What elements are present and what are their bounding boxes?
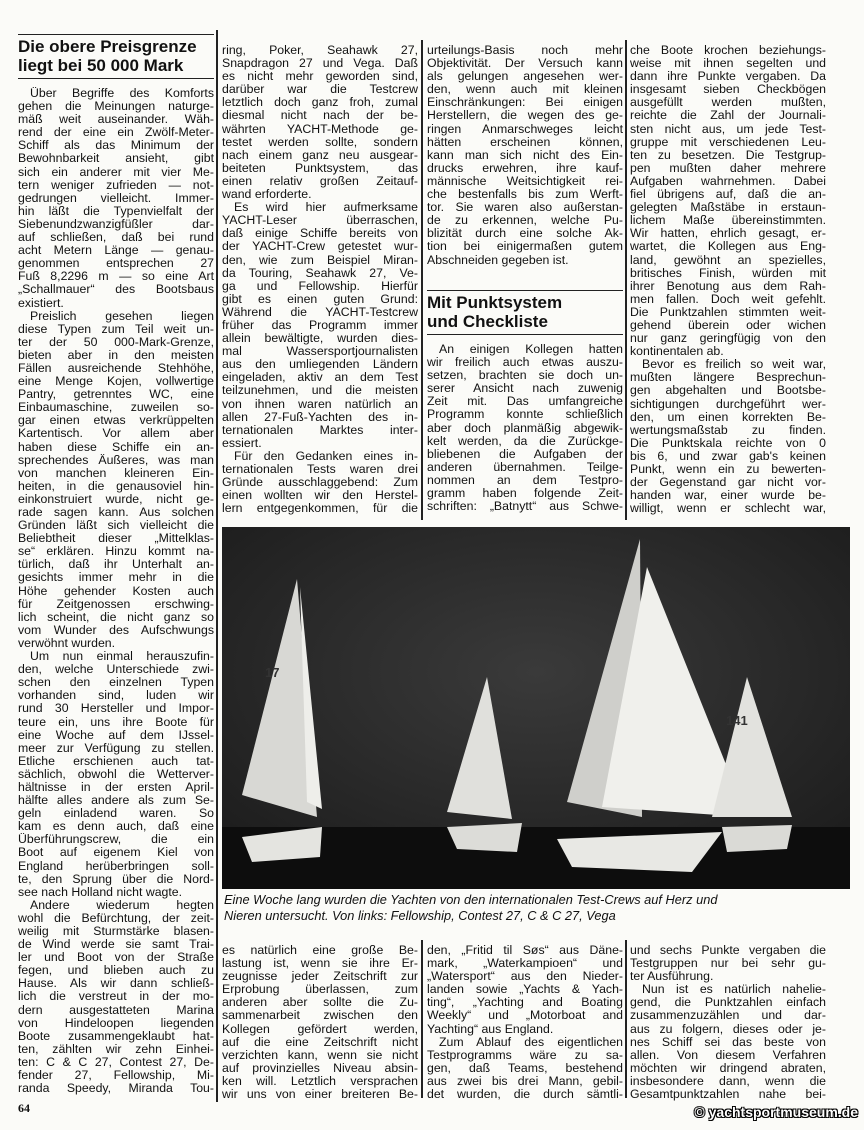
text-line: Über Begriffe des Komforts <box>30 87 214 100</box>
text-line: sten nicht aus, um jede Test- <box>630 122 826 136</box>
text-line: men fallen. Doch weit gefehlt. <box>630 292 826 306</box>
text-line: schriften: „Batnytt“ aus Schwe- <box>427 500 623 514</box>
text-line: sächlich, obwohl die Wetterver- <box>18 767 214 781</box>
text-line: ken will. Letztlich versprachen <box>222 1074 418 1088</box>
column-rule <box>216 30 218 1102</box>
paragraph <box>222 201 418 450</box>
text-line: Pantry, getrenntes WC, eine <box>18 388 214 402</box>
text-line: Einschränkungen: Bei einigen <box>427 96 623 110</box>
paragraph <box>222 450 418 515</box>
text-line: währten YACHT-Methode ge- <box>222 122 418 136</box>
article-column-2 <box>222 44 418 515</box>
heading-line: und Checkliste <box>427 312 548 331</box>
text-line: de Wind werde sie samt Trai- <box>18 938 214 952</box>
text-line: lern entgegenkommen, für die <box>222 502 418 516</box>
heading-line: Die obere Preisgrenze <box>18 37 197 56</box>
text-line: diesmal nicht nach der be- <box>222 109 418 123</box>
text-line: lastung ist, wenn sie ihre Er- <box>222 957 418 971</box>
text-line: Programm konnte schließlich <box>427 408 623 422</box>
text-line: den, wie zum Beispiel Miran- <box>222 253 418 267</box>
text-line: haben diese Schiffe ein an- <box>18 440 214 454</box>
text-line: gramm haben folgende Zeit- <box>427 487 623 501</box>
text-line: ausgefüllt werden mußten, <box>630 96 826 110</box>
text-line: gehend überein oder wichen <box>630 318 826 332</box>
text-line: von ihnen waren natürlich an <box>222 397 418 411</box>
text-line: eine Menge Kojen, vollwertige <box>18 375 214 389</box>
text-line: eine Woche auf dem IJssel- <box>18 728 214 742</box>
text-line: Nun ist es natürlich nahelie- <box>642 983 826 997</box>
text-line: Höhe gehender Kosten auch <box>18 584 214 598</box>
text-line: ternationalen Marktes inter- <box>222 423 418 437</box>
text-line: see nach Holland nicht wagte. <box>18 885 183 899</box>
caption-line: Eine Woche lang wurden die Yachten von den internationalen Test-Crews auf Herz und <box>224 892 718 907</box>
text-line: den, „Fritid til Søs“ aus Däne- <box>427 944 623 957</box>
text-line: gar einen etwas verkrüppelten <box>18 414 214 428</box>
text-line: aus den umliegenden Ländern <box>222 358 418 372</box>
text-line: schen den einzelnen Typen <box>18 676 214 690</box>
text-line: insbesondere dann, wenn die <box>630 1074 826 1088</box>
section-heading <box>427 290 623 335</box>
text-line: aber doch planmäßig abgewik- <box>427 421 623 435</box>
text-line: rund 30 Hersteller und Impor- <box>18 702 214 716</box>
text-line: weise mit ihnen segelten und <box>630 57 826 71</box>
text-line: randa Speedy, Miranda Tou- <box>18 1082 214 1096</box>
text-line: Hause. Als wir dann schließ- <box>18 977 214 991</box>
text-line: rade sagen kann. Aus solchen <box>18 506 214 519</box>
text-line: Kollegen gefördert werden, <box>222 1022 418 1036</box>
text-line: Snapdragon 27 und Vega. Daß <box>222 57 418 71</box>
text-line: ihrer Benotung aus dem Rah- <box>630 279 826 293</box>
text-line: tern weniger zufrieden — not- <box>18 178 214 192</box>
text-line: da Touring, Seahawk 27, Ve- <box>222 266 418 280</box>
article-column-3-bottom <box>427 944 623 1101</box>
text-line: Boot auf eigenem Kiel von <box>18 846 214 860</box>
text-line: den, welche Unterschiede zwi- <box>18 663 214 677</box>
text-line: willigt, wenn er schlecht war, <box>630 502 826 516</box>
text-line: An einigen Kollegen hatten <box>439 343 623 356</box>
text-line: Testprogramms wäre zu sa- <box>427 1048 623 1062</box>
heading-line: liegt bei 50 000 Mark <box>18 56 184 75</box>
text-line: ten, zählten wir zehn Einhei- <box>18 1042 214 1056</box>
text-line: bis 6, und zwar gab's keinen <box>630 449 826 463</box>
text-line: England herüberbringen soll- <box>18 859 214 873</box>
text-line: gehen die Meinungen naturge- <box>18 100 214 114</box>
text-line: anderen aber sollte die Zu- <box>222 996 418 1010</box>
text-line: Einbaumaschine, zuweilen so- <box>18 401 214 415</box>
text-line: vorhanden sind, luden wir <box>18 689 214 703</box>
text-line: es natürlich eine große Be- <box>222 944 418 957</box>
text-line: insgesamt sieben Checkbögen <box>630 83 826 97</box>
text-line: ternationalen Tests waren drei <box>222 463 418 476</box>
text-line: ringen Anmarschweges leicht <box>427 122 623 136</box>
text-line: allen. Von diesem Verfahren <box>630 1048 826 1062</box>
text-line: früher das Programm immer <box>222 318 418 332</box>
text-line: che Boote krochen beziehungs- <box>630 44 826 57</box>
text-line: Fuß 8,2296 m — so eine Art <box>18 270 214 284</box>
text-line: „Watersport“ aus den Nieder- <box>427 970 623 984</box>
text-line: hältnisse in der ersten April- <box>18 780 214 794</box>
text-line: Abschneiden gegeben ist. <box>427 253 569 267</box>
text-line: ting“, „Yachting and Boating <box>427 996 623 1010</box>
text-line: Während die YACHT-Testcrew <box>222 305 418 319</box>
text-line: es nicht mehr geworden sind, <box>222 70 418 84</box>
text-line: ga und Fellowship. Hierfür <box>222 279 418 293</box>
text-line: Für den Gedanken eines in- <box>234 449 418 463</box>
paragraph <box>222 944 418 1101</box>
text-line: Andere wiederum hegten <box>30 898 214 912</box>
text-line: che bestenfalls bis zum Werft- <box>427 188 623 202</box>
text-line: ter Ausführung. <box>630 970 714 984</box>
text-line: Boote zusammengeklaubt hat- <box>18 1029 214 1043</box>
text-line: YACHT-Leser überraschen, <box>222 214 418 228</box>
paragraph <box>630 44 826 358</box>
text-line: te, den Sprung über die Nord- <box>18 872 214 886</box>
text-line: ler und Boot von der Straße <box>18 951 214 965</box>
text-line: mark, „Waterkampioen“ und <box>427 957 623 971</box>
text-line: Gründen läßt sich vielleicht die <box>18 519 214 533</box>
text-line: von Hindeloopen liegenden <box>18 1016 214 1030</box>
text-line: Objektivität. Der Versuch kann <box>427 57 623 71</box>
text-line: wohl die Befürchtung, der zeit- <box>18 911 214 925</box>
text-line: Zum Ablauf des eigentlichen <box>439 1035 623 1049</box>
text-line: acht Metern Länge — genau- <box>18 244 214 258</box>
text-line: Gründe ausschlaggebend: Zum <box>222 476 418 490</box>
text-line: essiert. <box>222 436 262 450</box>
article-column-2-bottom <box>222 944 418 1101</box>
text-line: mal Wassersportjournalisten <box>222 345 418 359</box>
text-line: land, gewöhnt an spezielles, <box>630 253 826 267</box>
column-rule <box>421 940 423 1098</box>
text-line: gedrungen vielleicht. Immer- <box>18 191 214 205</box>
text-line: Die Punktzahlen stimmten weit- <box>630 305 826 319</box>
text-line: heiten, in die genausoviel hin- <box>18 479 214 493</box>
paragraph <box>630 944 826 983</box>
text-line: den, wenn auch mit kleinen <box>427 83 623 97</box>
text-line: Yachting“ aus England. <box>427 1022 554 1036</box>
text-line: Kartentisch. Vor allem aber <box>18 427 214 441</box>
text-line: Zeit mit. Das umfangreiche <box>427 395 623 409</box>
text-line: Weekly“ und „Motorboat and <box>427 1009 623 1023</box>
text-line: meer zur Verfügung zu stellen. <box>18 741 214 755</box>
text-line: nur ganz geringfügig von den <box>630 332 826 346</box>
heading-line: Mit Punktsystem <box>427 293 563 312</box>
text-line: der YACHT-Crew getestet wur- <box>222 240 418 254</box>
article-column-3 <box>427 44 623 267</box>
photo-caption <box>224 892 844 924</box>
text-line: auf die eine Zeitschrift nicht <box>222 1035 418 1049</box>
text-line: gen abgehalten und Bootsbe- <box>630 384 826 398</box>
text-line: Bevor es freilich so weit war, <box>642 358 826 372</box>
column-rule <box>625 40 627 520</box>
text-line: tor. Sie waren also außerstan- <box>427 201 623 215</box>
text-line: wir uns von einer breiteren Be- <box>222 1088 418 1102</box>
text-line: eingeladen, aktiv an dem Test <box>222 371 418 385</box>
paragraph <box>18 310 214 650</box>
text-line: kam es denn auch, daß eine <box>18 820 214 834</box>
text-line: lich scheint, die nicht ganz so <box>18 610 214 624</box>
text-line: kann man sich nicht des Ein- <box>427 148 623 162</box>
sail-number: 141 <box>726 713 748 728</box>
text-line: zeugnisse jeder Zeitschrift zur <box>222 970 418 984</box>
text-line: genommen entsprechen 27 <box>18 257 214 271</box>
text-line: gen, daß Teams, bestehend <box>427 1061 623 1075</box>
text-line: von manchen kleineren Ein- <box>18 466 214 480</box>
text-line: einkonstruiert wurde, nicht ge- <box>18 492 214 506</box>
text-line: wartet, die Kollegen aus Eng- <box>630 240 826 254</box>
section-heading <box>18 34 214 79</box>
article-column-3-section <box>427 290 623 513</box>
text-line: nach einem ganz neu ausgear- <box>222 148 418 162</box>
text-line: testet werden sollte, sondern <box>222 135 418 149</box>
text-line: Erprobung überlassen, zum <box>222 983 418 997</box>
text-line: reichte die Zahl der Journali- <box>630 109 826 123</box>
text-line: möchten wir dringend abraten, <box>630 1061 826 1075</box>
watermark: © yachtsportmuseum.de <box>694 1104 858 1120</box>
text-line: mäß weit auseinander. Wäh- <box>18 113 214 127</box>
text-line: tion bei einigermaßen gutem <box>427 240 623 254</box>
text-line: sprechendes Äußeres, was man <box>18 453 214 467</box>
text-line: Die Punktskala reichte von 0 <box>630 436 826 450</box>
text-line: nommen an dem Testpro- <box>427 473 623 487</box>
text-line: urteilungs-Basis noch mehr <box>427 44 623 57</box>
text-line: allein bewältigte, wurden dies- <box>222 332 418 346</box>
text-line: letztlich doch ganz froh, zumal <box>222 96 418 110</box>
text-line: ring, Poker, Seahawk 27, <box>222 44 418 57</box>
text-line: rend der eine ein Zwölf-Meter- <box>18 126 214 140</box>
text-line: gruppe mit verschiedenen Leu- <box>630 135 826 149</box>
text-line: handen war, einer wurde be- <box>630 489 826 503</box>
text-line: wand erforderte. <box>222 188 312 202</box>
text-line: kelt werden, da die Zurückge- <box>427 434 623 448</box>
text-line: Es wird hier aufmerksame <box>234 201 418 215</box>
article-column-1 <box>18 34 214 1095</box>
text-line: lich die verstreut in der mo- <box>18 990 214 1004</box>
text-line: Siebenundzwanzigfüßler dar- <box>18 217 214 231</box>
paragraph <box>222 44 418 201</box>
text-line: hälfte alles andere als zum Se- <box>18 794 214 808</box>
caption-line: Nieren untersucht. Von links: Fellowship, Contest 27, C & C 27, Vega <box>224 908 616 923</box>
text-line: „Schallmauer“ des Bootsbaus <box>18 283 214 297</box>
text-line: der Gegenstand gar nicht vor- <box>630 476 826 490</box>
text-line: Testgruppen nur bei sehr gu- <box>630 957 826 971</box>
text-line: wertungsmaßstab zu finden. <box>630 423 826 437</box>
text-line: aus zu folgern, dieses oder je- <box>630 1022 826 1036</box>
text-line: verwöhnt wurden. <box>18 636 116 650</box>
text-line: aus zwei bis drei Mann, gebil- <box>427 1074 623 1088</box>
text-line: gibt es einen guten Grund: <box>222 292 418 306</box>
text-line: auf provinzielles Niveau absin- <box>222 1061 418 1075</box>
text-line: und sechs Punkte vergaben die <box>630 944 826 957</box>
text-line: den, um einen korrekten Be- <box>630 410 826 424</box>
text-line: lichem Maße übereinstimmten. <box>630 214 826 228</box>
text-line: zusammenzuzählen und dar- <box>630 1009 826 1023</box>
text-line: weilig mit Sturmstärke blasen- <box>18 925 214 938</box>
text-line: auf schließen, daß bei rund <box>18 231 214 245</box>
text-line: verzichten kann, wenn sie nicht <box>222 1048 418 1062</box>
text-line: blizität durch eine solche Ak- <box>427 227 623 241</box>
text-line: Herstellern, die wegen des ge- <box>427 109 623 123</box>
text-line: ter der 50 000-Mark-Grenze, <box>18 335 214 349</box>
text-line: nes Schiff sei das beste von <box>630 1035 826 1049</box>
paragraph <box>427 44 623 267</box>
text-line: Bewohnbarkeit ansieht, gibt <box>18 152 214 166</box>
text-line: drucks erwehren, ihre kauf- <box>427 161 623 175</box>
text-line: Preislich gesehen liegen <box>30 309 214 323</box>
paragraph <box>18 87 214 310</box>
article-column-4 <box>630 44 826 515</box>
text-line: bliebenen die Aufgaben der <box>427 447 623 461</box>
text-line: kontinentalen ab. <box>630 345 724 359</box>
text-line: britisches Finish, würden mit <box>630 266 826 280</box>
text-line: Fällen ausreichende Stehhöhe, <box>18 361 214 375</box>
text-line: fiel übrigens auf, daß die an- <box>630 188 826 202</box>
text-line: Wir hatten, ehrlich gesagt, er- <box>630 227 826 241</box>
paragraph <box>427 343 623 513</box>
text-line: serer Ansicht nach zuwenig <box>427 382 623 396</box>
text-line: hätten erscheinen können, <box>427 135 623 149</box>
text-line: ten zu besetzen. Die Testgrup- <box>630 148 826 162</box>
text-line: Überführungscrew, die ein <box>18 833 214 847</box>
text-line: einen wollten wir den Herstel- <box>222 489 418 503</box>
text-line: mußten längere Besprechun- <box>630 371 826 385</box>
text-line: fender 27, Fellowship, Mi- <box>18 1069 214 1083</box>
text-line: gelegten Maßstäbe in erstaun- <box>630 201 826 215</box>
text-line: teure ein, uns ihre Boote für <box>18 715 214 729</box>
text-line: allen 27-Fuß-Yachten des in- <box>222 410 418 424</box>
article-column-4-bottom <box>630 944 826 1101</box>
text-line: für Zeitgenossen erschwing- <box>18 597 214 611</box>
text-line: ten: C & C 27, Contest 27, De- <box>18 1055 214 1069</box>
paragraph <box>18 650 214 899</box>
text-line: dern ausgestatteten Marina <box>18 1003 214 1017</box>
text-line: landen sowie „Yachts & Yach- <box>427 983 623 997</box>
text-line: pen mußten daher mehrere <box>630 161 826 175</box>
text-line: teilzunehmen, und die meisten <box>222 384 418 398</box>
text-line: gesichts immer mehr in die <box>18 571 214 585</box>
column-rule <box>421 40 423 520</box>
text-line: Schiff als das Minimum der <box>18 139 214 153</box>
text-line: sich ein anderer mit vier Me- <box>18 165 214 179</box>
text-line: beiteten Punktsystem, das <box>222 161 418 175</box>
text-line: existiert. <box>18 296 64 310</box>
text-line: vom Wunder des Aufschwungs <box>18 623 214 637</box>
text-line: Gesamtpunktzahlen nahe bei- <box>630 1088 826 1102</box>
text-line: darüber war die Testcrew <box>222 83 418 97</box>
text-line: daß einige Schiffe bereits von <box>222 227 418 241</box>
sailing-yachts-photo <box>222 527 850 889</box>
text-line: türlich, daß ihr Unterhalt an- <box>18 558 214 572</box>
text-line: Etliche erschienen auch tat- <box>18 754 214 768</box>
text-line: als gelungen angesehen wer- <box>427 70 623 84</box>
text-line: gend, die Punktzahlen einfach <box>630 996 826 1010</box>
page-number: 64 <box>18 1101 30 1115</box>
text-line: wir freilich auch etwas auszu- <box>427 356 623 370</box>
paragraph <box>427 944 623 1036</box>
text-line: anderen übernahmen. Teilge- <box>427 460 623 474</box>
text-line: hin läßt die Typenvielfalt der <box>18 204 214 218</box>
text-line: bieten aber in den meisten <box>18 348 214 362</box>
paragraph <box>18 899 214 1095</box>
column-rule <box>625 940 627 1098</box>
text-line: Punkt, wenn ein zu bewerten- <box>630 463 826 476</box>
text-line: sichtigungen durchgeführt wer- <box>630 397 826 411</box>
text-line: Um nun einmal herauszufin- <box>30 650 214 664</box>
text-line: de zu erkennen, welche Pu- <box>427 214 623 228</box>
text-line: Beliebtheit dieser „Mittelklas- <box>18 532 214 546</box>
text-line: geln einladend waren. So <box>18 807 214 821</box>
paragraph <box>427 1036 623 1101</box>
text-line: setzen, brachten sie doch un- <box>427 369 623 383</box>
text-line: dann ihre Punkte vergaben. Da <box>630 70 826 84</box>
text-line: Aufgaben wahrnehmen. Dabei <box>630 174 826 188</box>
text-line: fegen, und blieben auch zu <box>18 964 214 978</box>
text-line: einen relativ großen Zeitauf- <box>222 174 418 188</box>
text-line: det wurden, die durch sämtli- <box>427 1088 623 1102</box>
paragraph <box>630 983 826 1101</box>
text-line: sammenarbeit zwischen den <box>222 1009 418 1023</box>
paragraph <box>630 358 826 515</box>
text-line: diese Typen zum Teil weit un- <box>18 322 214 336</box>
sail-number: 17 <box>265 665 280 680</box>
text-line: männische Weitsichtigkeit rei- <box>427 174 623 188</box>
text-line: se“ erklären. Hinzu kommt na- <box>18 545 214 559</box>
